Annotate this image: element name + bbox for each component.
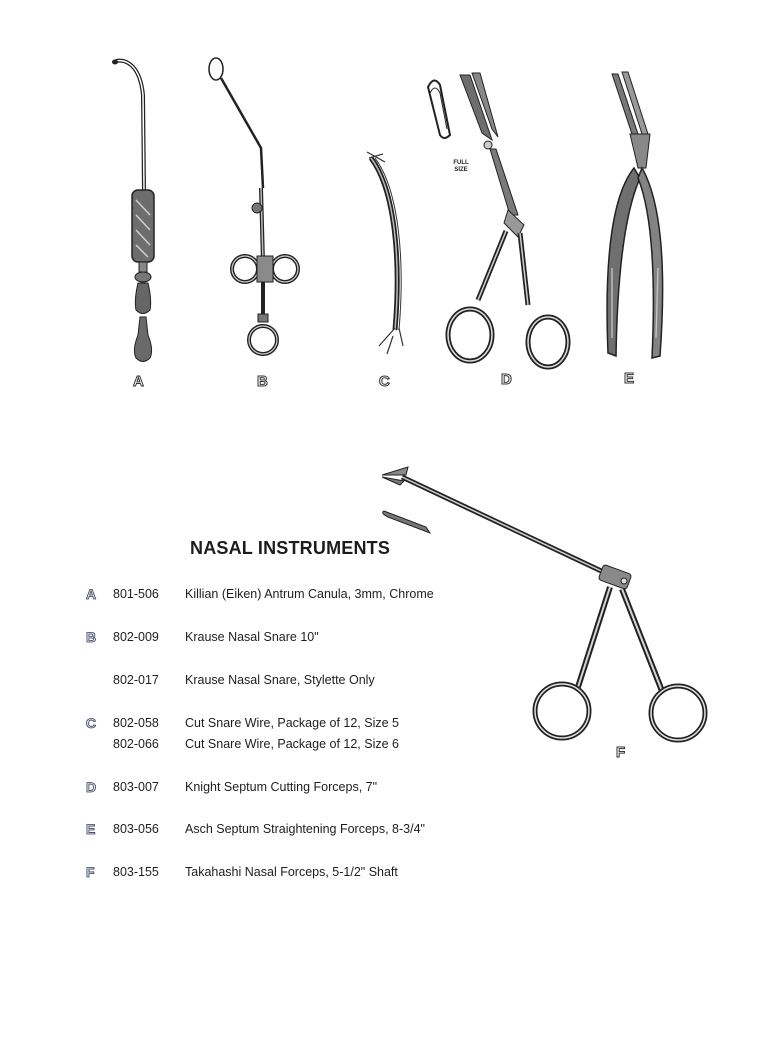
row-letter: A [86,586,97,602]
row-code: 801-506 [113,587,159,601]
figure-label-d: D [501,371,512,388]
row-code: 802-058 [113,716,159,730]
figure-label-c: C [379,373,390,390]
figure-label-a: A [133,373,144,390]
row-letter: D [86,779,97,795]
row-description: Asch Septum Straightening Forceps, 8-3/4" [185,822,425,836]
row-description: Killian (Eiken) Antrum Canula, 3mm, Chrome [185,587,434,601]
figure-label-e: E [624,370,635,387]
row-description: Cut Snare Wire, Package of 12, Size 6 [185,737,399,751]
septum-straightening-forceps-illustration [598,68,673,363]
figure-label-f: F [616,744,626,761]
row-code: 803-007 [113,780,159,794]
row-code: 803-056 [113,822,159,836]
row-letter: F [86,864,95,880]
figure-label-b: B [257,373,268,390]
catalog-title: NASAL INSTRUMENTS [190,538,391,558]
full-size-note [449,160,473,174]
row-letter: E [86,821,96,837]
septum-cutting-forceps-illustration [420,65,580,375]
row-description: Cut Snare Wire, Package of 12, Size 5 [185,716,399,730]
full-size-line-2: SIZE [454,167,468,173]
row-description: Krause Nasal Snare, Stylette Only [185,673,375,687]
row-code: 802-066 [113,737,159,751]
row-description: Knight Septum Cutting Forceps, 7" [185,780,378,794]
nasal-snare-illustration [225,58,305,363]
row-code: 802-017 [113,673,159,687]
row-letter: B [86,629,97,645]
row-description: Takahashi Nasal Forceps, 5-1/2" Shaft [185,865,398,879]
row-code: 803-155 [113,865,159,879]
snare-wire-illustration [365,150,415,360]
row-description: Krause Nasal Snare 10" [185,630,319,644]
full-size-line-1: FULL [453,160,469,166]
row-code: 802-009 [113,630,159,644]
row-letter: C [86,715,97,731]
antrum-canula-illustration [110,55,160,370]
